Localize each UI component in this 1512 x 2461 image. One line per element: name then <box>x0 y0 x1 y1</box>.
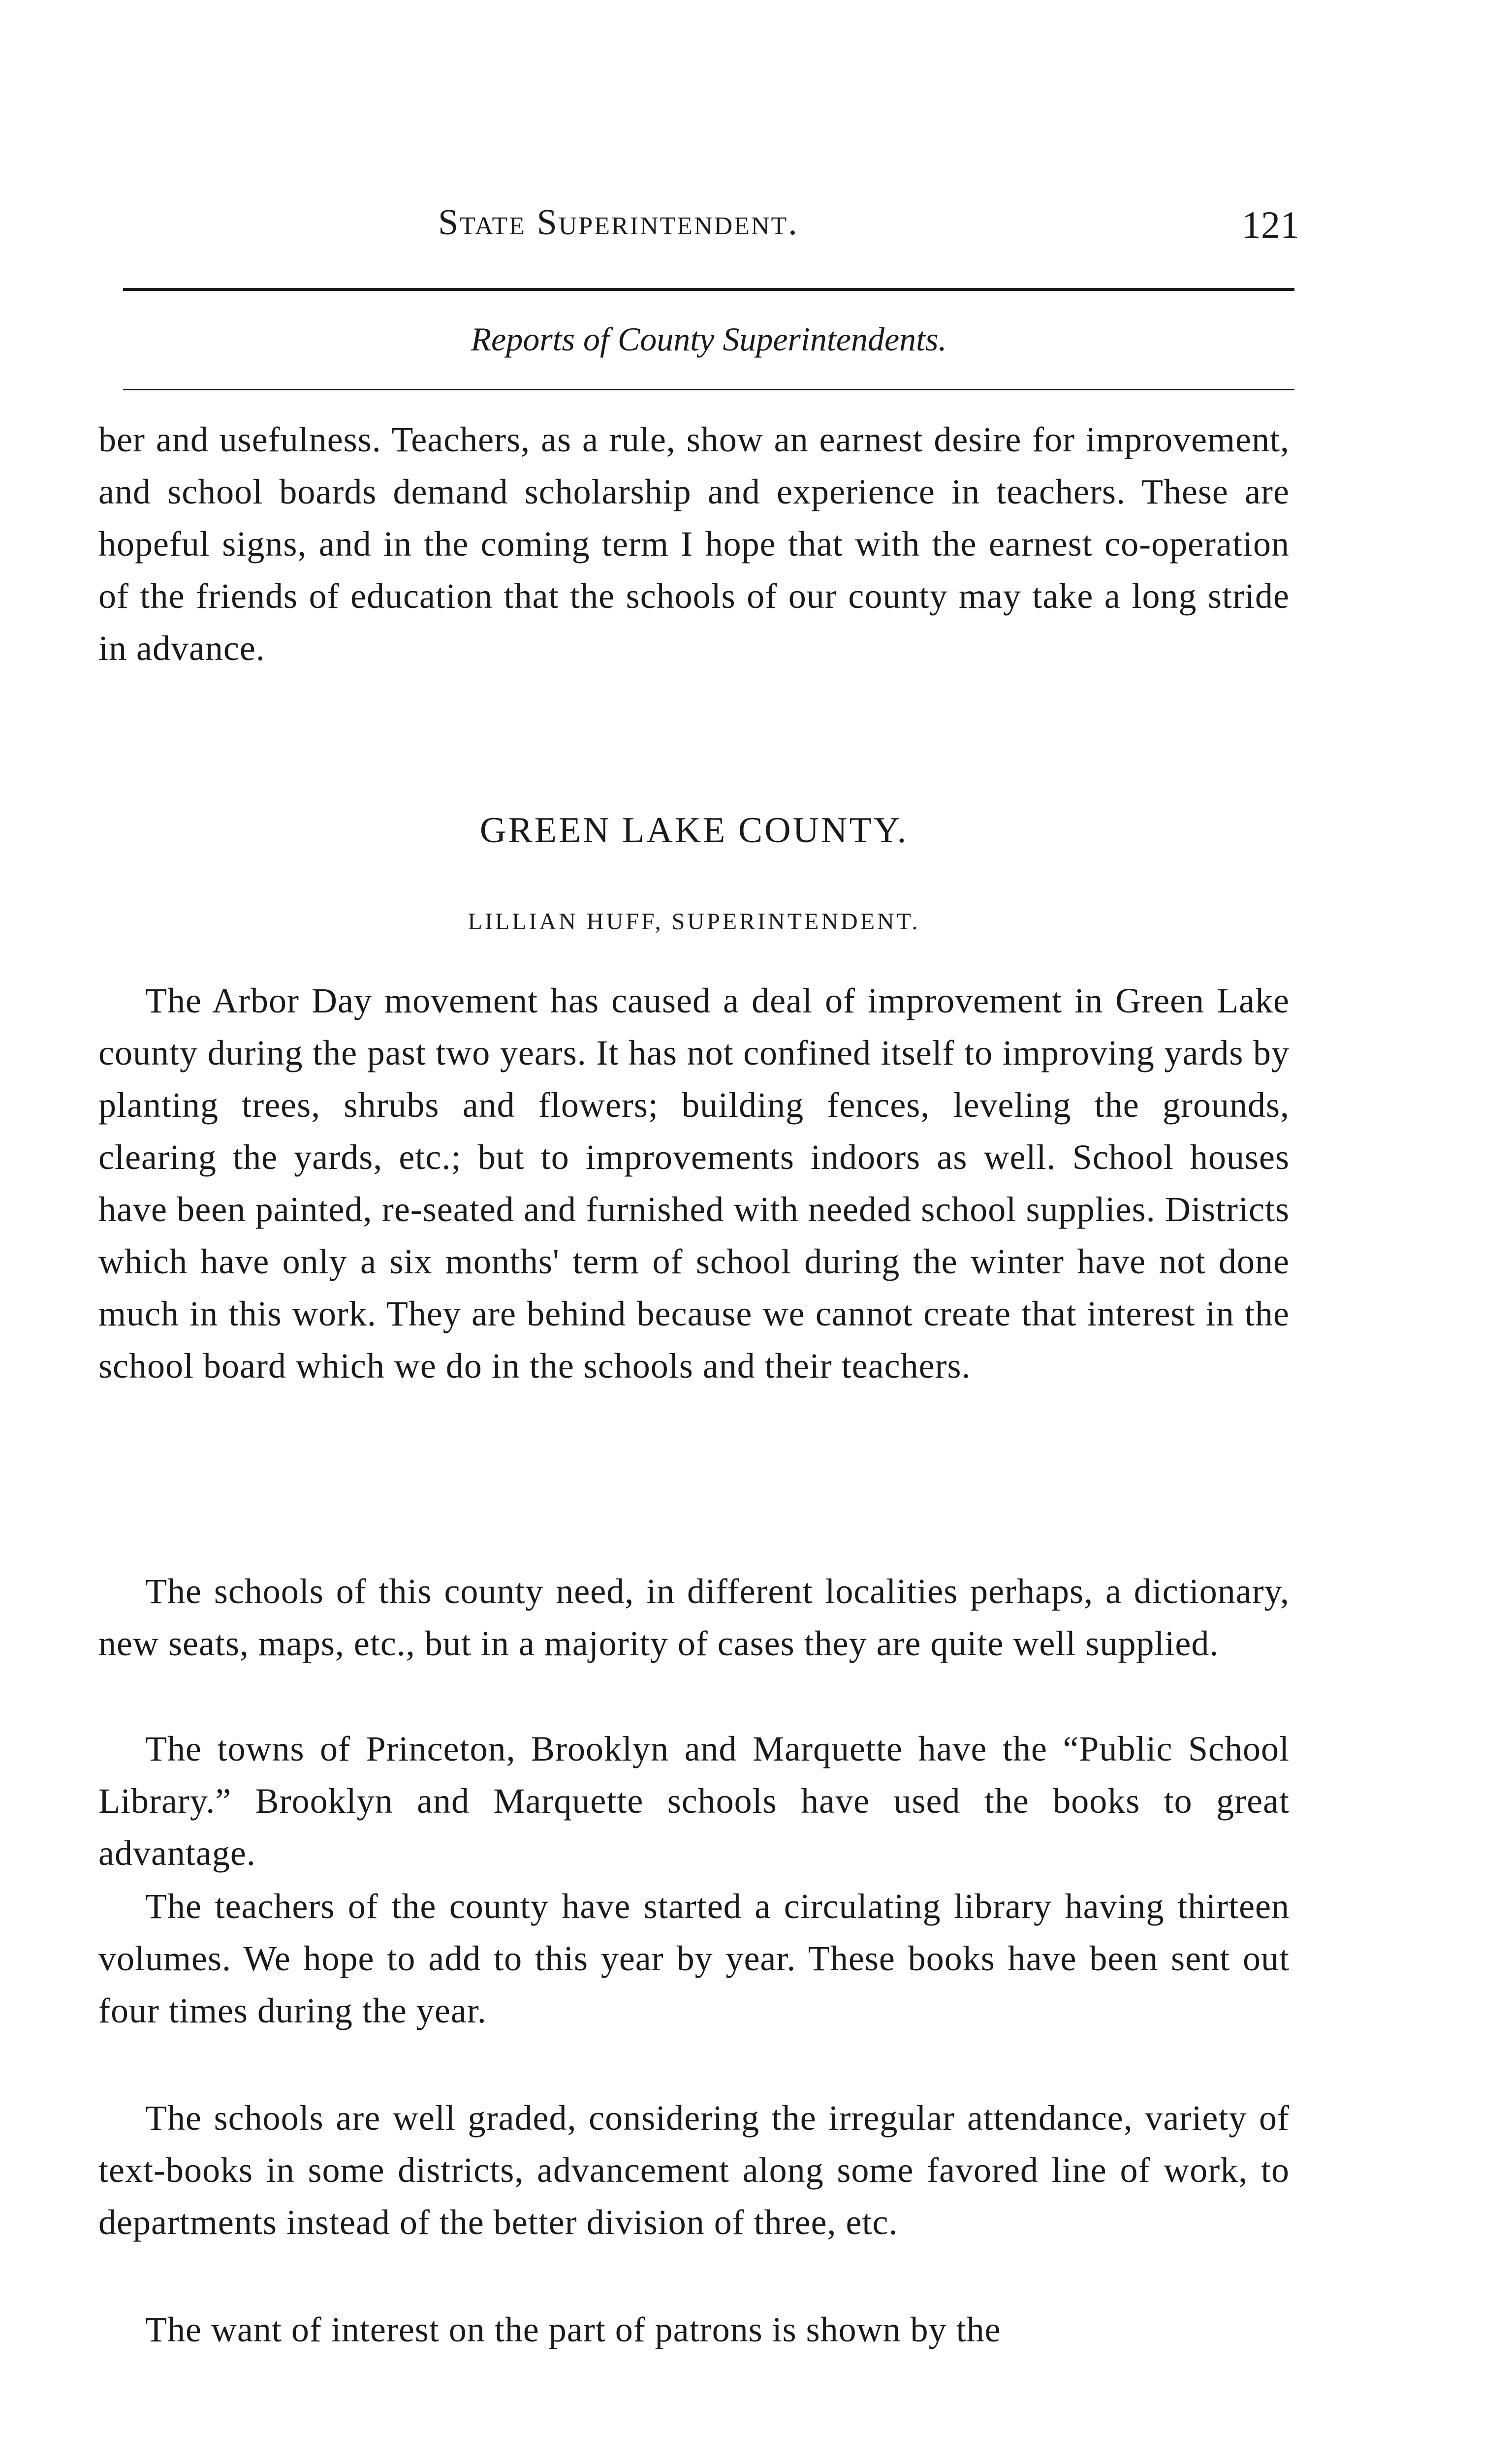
body-paragraph: The schools of this county need, in different localities perhaps, a dictionary, new seats, maps, etc., but in a majority of cases they are quite well supplied. <box>98 1572 1290 1663</box>
body-paragraph: The Arbor Day movement has caused a deal of improvement in Green Lake county during the past two years. It has not confined itself to improving yards by planting trees, shrubs and flowers; building fences, leveling the grounds, clearing the yards, etc.; but to improvements indoors as well. School houses have been painted, re-seated and furnished with needed school supplies. Districts which have only a six months' term of school during the winter have not done much in this work. They are behind because we cannot create that interest in the school board which we do in the schools and their teachers. <box>98 981 1290 1386</box>
running-title: State Superintendent. <box>438 202 799 243</box>
header-rule-bottom <box>123 389 1294 390</box>
superintendent-byline: LILLIAN HUFF, SUPERINTENDENT. <box>468 909 920 935</box>
running-head <box>123 197 1299 256</box>
header-rule-top <box>123 288 1294 291</box>
county-heading: GREEN LAKE COUNTY. <box>479 810 909 851</box>
body-paragraph: The want of interest on the part of patrons is shown by the <box>145 2310 1001 2349</box>
body-paragraph: The schools are well graded, considering the irregular attendance, variety of text-books in some districts, advancement along some favored line of work, to departments instead of the better division of three, etc. <box>98 2098 1290 2242</box>
body-paragraph: The towns of Princeton, Brooklyn and Marquette have the “Public School Library.” Brooklyn and Marquette schools have used the books to great advantage. <box>98 1729 1290 1873</box>
section-subtitle: Reports of County Superintendents. <box>471 320 947 358</box>
continued-paragraph: ber and usefulness. Teachers, as a rule, show an earnest desire for improvement, and school boards demand scholarship and experience in teachers. These are hopeful signs, and in the coming term I hope that with the earnest co-operation of the friends of education that the schools of our county may take a long stride in advance. <box>98 420 1290 668</box>
page-number: 121 <box>1242 203 1299 246</box>
body-paragraph: The teachers of the county have started a circulating library having thirteen volumes. We hope to add to this year by year. These books have been sent out four times during the year. <box>98 1887 1290 2030</box>
